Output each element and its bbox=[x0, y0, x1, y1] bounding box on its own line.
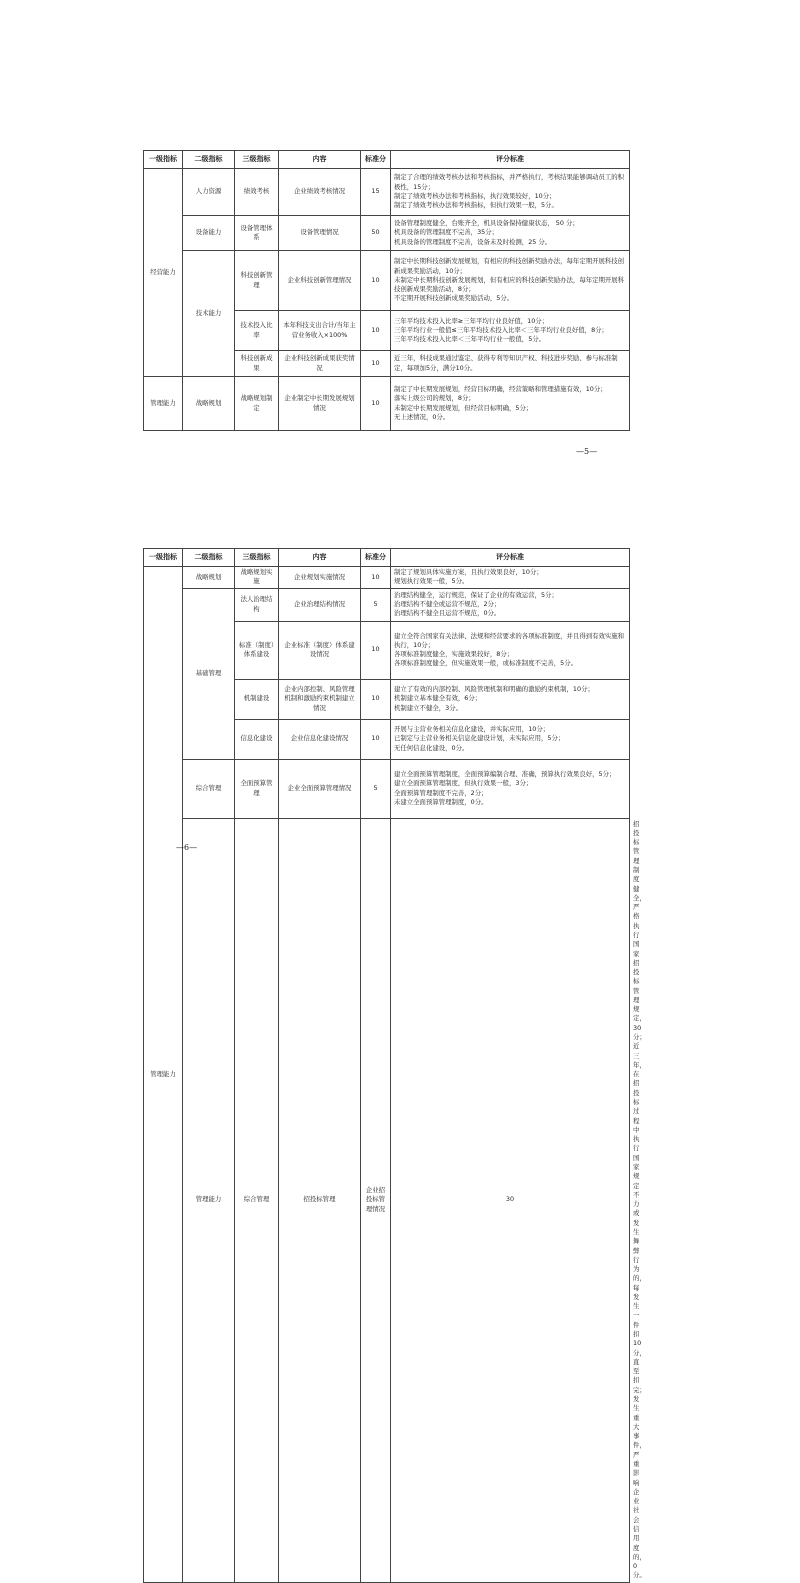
score-cell: 10 bbox=[361, 567, 391, 589]
content-cell: 设备管理情况 bbox=[279, 216, 361, 251]
criteria-cell: 制定了中长期发展规划，经营目标明确，经营策略和管理措施有效，10分； 落实上级公司的规划，8分； 未制定中长期发展规划，但经营目标明确，5分； 无上述情况，0分。 bbox=[391, 377, 630, 431]
indicator-table-page6 bbox=[143, 548, 646, 1583]
criteria-cell: 制定中长期科技创新发展规划，有相应的科技创新奖励办法，每年定期开展科技创新成果奖励活动，10分； 未制定中长期科技创新发展规划，但有相应的科技创新奖励办法，每年定期开展科技创新成果奖励活动，8分； 不定期开展科技创新成果奖励活动，5分。 bbox=[391, 251, 630, 311]
score-cell: 10 bbox=[361, 251, 391, 311]
table-row bbox=[144, 567, 630, 589]
level1-cell: 管理能力 bbox=[183, 818, 235, 1582]
table-row bbox=[144, 588, 630, 621]
level3-cell: 绩效考核 bbox=[235, 169, 279, 216]
header-level3: 三级指标 bbox=[235, 549, 279, 567]
criteria-cell: 设备管理制度健全，台账齐全，机具设备保持健康状态， 50 分； 机具设备的管理制度不完善，35分； 机具设备的管理制度不完善，设备未及时检测，25 分。 bbox=[391, 216, 630, 251]
content-cell: 企业科技创新成果获奖情况 bbox=[279, 351, 361, 377]
level2-cell: 战略规划 bbox=[183, 377, 235, 431]
header-level1: 一级指标 bbox=[144, 549, 183, 567]
score-cell: 10 bbox=[361, 351, 391, 377]
level2-cell: 综合管理 bbox=[235, 818, 279, 1582]
header-level1: 一级指标 bbox=[144, 151, 183, 169]
score-cell: 10 bbox=[361, 377, 391, 431]
content-cell: 企业绩效考核情况 bbox=[279, 169, 361, 216]
criteria-cell: 制定了合理的绩效考核办法和考核指标，并严格执行，考核结果能够调动员工的积极性，15分； 制定了绩效考核办法和考核指标，执行效果较好，10分； 制定了绩效考核办法和考核指标，但执行效果一般，5分。 bbox=[391, 169, 630, 216]
score-cell: 10 bbox=[361, 621, 391, 679]
content-cell: 企业治理结构情况 bbox=[279, 588, 361, 621]
level2-cell: 设备能力 bbox=[183, 216, 235, 251]
table-header-row bbox=[144, 549, 630, 567]
level2-cell: 综合管理 bbox=[183, 759, 235, 818]
level3-cell: 招投标管理 bbox=[279, 818, 361, 1582]
level2-cell: 人力资源 bbox=[183, 169, 235, 216]
level1-cell: 管理能力 bbox=[144, 567, 183, 1583]
table-row: 管理能力 综合管理 招投标管理 企业招投标管理情况 30 招投标管理制度健全，严格执行国家招投标管理规定，30分； 近三年，在招投标过程中执行国家规定不力或发生舞弊行为的，每发生一件扣10分，直至扣完； 发生重大事件，严重影响企业社会信用度的，0分。 bbox=[144, 818, 630, 1582]
score-cell: 5 bbox=[361, 588, 391, 621]
score-cell: 50 bbox=[361, 216, 391, 251]
level2-cell: 战略规划 bbox=[183, 567, 235, 589]
header-level2: 二级指标 bbox=[183, 151, 235, 169]
page-number-5: —5— bbox=[576, 447, 598, 456]
content-cell: 企业科技创新管理情况 bbox=[279, 251, 361, 311]
page-number-6: —6— bbox=[176, 843, 198, 852]
content-cell: 企业内部控制、风险管理机制和激励约束机制建立情况 bbox=[279, 679, 361, 719]
level3-cell: 法人治理结构 bbox=[235, 588, 279, 621]
level3-cell: 战略规划实施 bbox=[235, 567, 279, 589]
table-header-row bbox=[144, 151, 630, 169]
header-score: 标准分 bbox=[361, 151, 391, 169]
level3-cell: 信息化建设 bbox=[235, 719, 279, 759]
table-row bbox=[144, 169, 630, 216]
score-cell: 10 bbox=[361, 679, 391, 719]
criteria-cell: 近三年，科技成果通过鉴定、获得专利等知识产权、科技进步奖励、参与标准制定，每项加5分，满分10分。 bbox=[391, 351, 630, 377]
header-criteria: 评分标准 bbox=[391, 549, 630, 567]
score-cell: 10 bbox=[361, 311, 391, 351]
header-score: 标准分 bbox=[361, 549, 391, 567]
content-cell: 企业信息化建设情况 bbox=[279, 719, 361, 759]
table-row bbox=[144, 759, 630, 818]
header-level2: 二级指标 bbox=[183, 549, 235, 567]
content-cell: 企业制定中长期发展规划情况 bbox=[279, 377, 361, 431]
table-row bbox=[144, 251, 630, 311]
level2-cell: 技术能力 bbox=[183, 251, 235, 377]
level3-cell: 设备管理体系 bbox=[235, 216, 279, 251]
criteria-cell: 建立全面预算管理制度，全面预算编制合理、准确，预算执行效果良好，5分； 建立全面预算管理制度，但执行效果一般，3分； 全面预算管理制度不完善，2分； 未建立全面预算管理制度，0分。 bbox=[391, 759, 630, 818]
level1-cell: 经营能力 bbox=[144, 169, 183, 377]
header-criteria: 评分标准 bbox=[391, 151, 630, 169]
content-cell: 企业全面预算管理情况 bbox=[279, 759, 361, 818]
criteria-cell: 治理结构健全，运行规范，保证了企业的有效运营，5分； 治理结构不健全或运营不规范，2分； 治理结构不健全且运营不规范，0分。 bbox=[391, 588, 630, 621]
content-cell: 企业招投标管理情况 bbox=[361, 818, 391, 1582]
content-cell: 企业标准（制度）体系建设情况 bbox=[279, 621, 361, 679]
level3-cell: 科技创新管理 bbox=[235, 251, 279, 311]
level1-cell: 管理能力 bbox=[144, 377, 183, 431]
header-level3: 三级指标 bbox=[235, 151, 279, 169]
header-content: 内容 bbox=[279, 151, 361, 169]
level3-cell: 机制建设 bbox=[235, 679, 279, 719]
level3-cell: 科技创新成果 bbox=[235, 351, 279, 377]
criteria-cell: 建立全符合国家有关法律、法规和经营要求的各项标准制度，并且得到有效实施和执行，10分； 各项标准制度健全，实施效果较好，8分； 各项标准制度健全，但实施效果一般，或标准制度不完善，5分。 bbox=[391, 621, 630, 679]
content-cell: 企业规划实施情况 bbox=[279, 567, 361, 589]
level2-cell: 基础管理 bbox=[183, 588, 235, 759]
indicator-table-page5 bbox=[143, 150, 630, 431]
score-cell: 10 bbox=[361, 719, 391, 759]
level3-cell: 全面预算管理 bbox=[235, 759, 279, 818]
score-cell: 15 bbox=[361, 169, 391, 216]
table-row bbox=[144, 216, 630, 251]
criteria-cell: 开展与主营业务相关信息化建设，并实际应用，10分； 已制定与主营业务相关信息化建设计划，未实际应用，5分； 无任何信息化建设，0分。 bbox=[391, 719, 630, 759]
criteria-cell: 制定了规划具体实施方案，且执行效果良好，10分； 规划执行效果一般，5分。 bbox=[391, 567, 630, 589]
content-cell: 本年科技支出合计/当年主营业务收入×100% bbox=[279, 311, 361, 351]
level3-cell: 技术投入比率 bbox=[235, 311, 279, 351]
level3-cell: 标准（制度）体系建设 bbox=[235, 621, 279, 679]
criteria-cell: 建立了有效的内部控制、风险管理机制和明确的激励约束机制，10分； 机制建立基本健全有效，6分； 机制建立不健全，3分。 bbox=[391, 679, 630, 719]
criteria-cell: 三年平均技术投入比率≥三年平均行业良好值，10分； 三年平均行业一般值≤三年平均技术投入比率＜三年平均行业良好值，8分； 三年平均技术投入比率＜三年平均行业一般值，5分。 bbox=[391, 311, 630, 351]
score-cell: 5 bbox=[361, 759, 391, 818]
score-cell: 30 bbox=[391, 818, 630, 1582]
level3-cell: 战略规划制定 bbox=[235, 377, 279, 431]
header-content: 内容 bbox=[279, 549, 361, 567]
table-row bbox=[144, 377, 630, 431]
